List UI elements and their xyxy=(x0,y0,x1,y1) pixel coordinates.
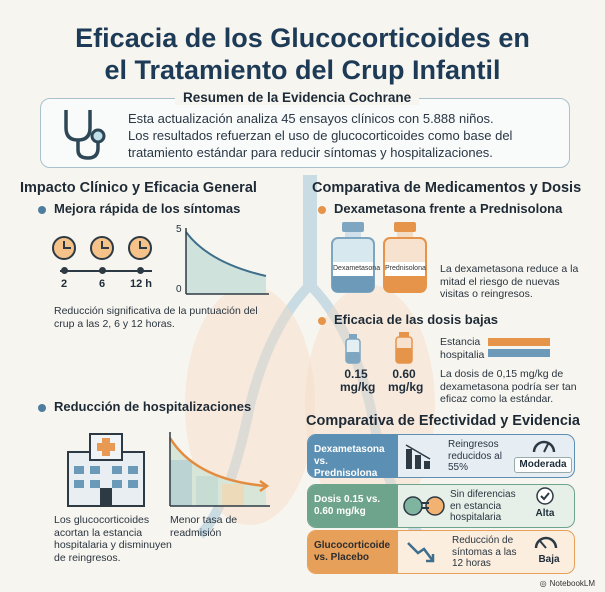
dose-large-label xyxy=(388,367,424,394)
summary-line: tratamiento estándar para reducir síntomas y hospitalizaciones. xyxy=(128,145,493,160)
dexamethasone-bottle-icon xyxy=(330,222,376,294)
axis-label-top: 5 xyxy=(176,224,182,235)
tick-label: 6 xyxy=(99,278,106,290)
text-line: 12 horas xyxy=(452,558,491,569)
summary-heading: Resumen de la Evidencia Cochrane xyxy=(175,90,419,105)
text-line: reducidos al xyxy=(448,450,502,462)
text-line: en estancia xyxy=(450,500,502,512)
dexa-title: Dexametasona frente a Prednisolona xyxy=(334,201,563,216)
label-line: Dexametasona xyxy=(314,444,385,455)
evidence-row xyxy=(307,434,575,478)
text-line: Los glucocorticoides xyxy=(54,514,150,526)
evidence-title: Comparativa de Efectividad y Evidencia xyxy=(306,413,580,429)
gauge-icon xyxy=(532,438,556,454)
evidence-row xyxy=(307,484,575,528)
text-line: Estancia xyxy=(440,336,481,348)
stay-bar-blue xyxy=(488,349,550,357)
footer-brand xyxy=(540,579,595,588)
bottle-label-dexamethasone: Dexametasona xyxy=(333,262,373,276)
clock-icon xyxy=(52,236,76,260)
text-line: La dosis de 0,15 mg/kg de xyxy=(440,368,564,380)
trend-down-icon xyxy=(406,539,436,567)
bullet-dot xyxy=(318,206,326,214)
label-line: vs. Prednisolona xyxy=(314,456,378,479)
label-line: Dosis 0.15 vs. xyxy=(314,494,381,505)
stay-bar-orange xyxy=(488,338,550,346)
timeline-dot xyxy=(61,267,68,274)
text-line: Menor tasa de xyxy=(170,514,238,526)
bullet-dot xyxy=(38,404,46,412)
section-title-clinical-impact: Impacto Clínico y Eficacia General xyxy=(20,180,257,196)
symptom-decline-chart xyxy=(184,228,269,296)
dose-unit: mg/kg xyxy=(388,380,424,394)
gauge-icon xyxy=(534,534,558,550)
summary-text xyxy=(128,110,558,161)
summary-line: Esta actualización analiza 45 ensayos clínicos con 5.888 niños. xyxy=(128,111,494,126)
text-line: mitad el riesgo de nuevas xyxy=(440,275,560,288)
stethoscope-icon xyxy=(58,106,106,162)
bullet-dot xyxy=(318,317,326,325)
evidence-row-text xyxy=(448,439,523,474)
clock-icon xyxy=(128,236,152,260)
tick-label: 12 h xyxy=(130,278,153,290)
tick-label: 2 xyxy=(61,278,68,290)
evidence-row xyxy=(307,530,575,574)
text-line: hospitalaria xyxy=(450,512,502,523)
hospital-icon xyxy=(60,430,152,508)
text-line: 55% xyxy=(448,462,469,473)
clock-icon xyxy=(90,236,114,260)
dexa-text xyxy=(440,263,580,301)
readmission-decline-chart xyxy=(166,430,271,508)
text-line: dexametasona podría ser tan xyxy=(440,380,577,393)
text-line: La dexametasona reduce a la xyxy=(440,263,579,275)
dose-small-label xyxy=(340,367,376,394)
readmission-text xyxy=(170,514,260,539)
evidence-badge: Alta xyxy=(535,508,555,519)
timeline-dot xyxy=(99,267,106,274)
vial-small-icon xyxy=(344,334,362,364)
dose-text xyxy=(440,368,580,406)
evidence-row-label xyxy=(308,485,398,527)
evidence-badge: Baja xyxy=(538,554,560,565)
text-line: Reducción de xyxy=(452,535,514,546)
text-line: crup a las 2, 6 y 12 horas. xyxy=(54,317,175,330)
evidence-row-label xyxy=(308,531,398,573)
dose-title: Eficacia de las dosis bajas xyxy=(334,312,499,327)
text-line: readmisión xyxy=(170,526,222,539)
page-title-line2: el Tratamiento del Crup Infantil xyxy=(104,55,501,85)
text-line: Sin diferencias xyxy=(450,489,516,500)
text-line: hospitalia xyxy=(440,348,485,361)
text-line: síntomas a las xyxy=(452,546,517,558)
label-line: 0.60 mg/kg xyxy=(314,506,366,517)
axis-label-bottom: 0 xyxy=(176,284,182,295)
timeline-dot xyxy=(137,267,144,274)
hospitalization-text xyxy=(54,514,184,564)
page-title-line1: Eficacia de los Glucocorticoides en xyxy=(75,23,530,53)
symptoms-title: Mejora rápida de los síntomas xyxy=(54,201,241,216)
notebook-logo-icon: ◎ xyxy=(539,579,547,588)
evidence-row-label xyxy=(308,435,398,477)
page-title xyxy=(0,22,605,86)
label-line: Glucocorticoide xyxy=(314,540,391,551)
text-line: Reingresos xyxy=(448,439,499,450)
check-circle-icon xyxy=(536,487,554,505)
dose-value: 0.60 xyxy=(392,367,416,381)
bullet-dot xyxy=(38,206,46,214)
hospitalization-title: Reducción de hospitalizaciones xyxy=(54,399,252,414)
dose-unit: mg/kg xyxy=(340,380,376,394)
equals-icon xyxy=(402,495,448,517)
vial-large-icon xyxy=(394,332,414,364)
summary-line: Los resultados refuerzan el uso de glucocorticoides como base del xyxy=(128,128,513,143)
label-line: vs. Placebo xyxy=(314,552,370,563)
prednisolone-bottle-icon xyxy=(382,222,428,294)
bottle-label-prednisolone: Prednisolona xyxy=(385,262,425,276)
text-line: eficaz como la estándar. xyxy=(440,393,554,405)
text-line: acortan la estancia xyxy=(54,526,143,539)
text-line: hospitalaria y disminuyen xyxy=(54,539,172,551)
text-line: de reingresos. xyxy=(54,551,121,564)
text-line: visitas o reingresos. xyxy=(440,288,533,300)
section-title-comparison: Comparativa de Medicamentos y Dosis xyxy=(312,180,582,196)
bar-chart-down-icon xyxy=(404,443,434,471)
evidence-badge: Moderada xyxy=(514,457,572,473)
brand-label: NotebookLM xyxy=(549,579,595,588)
text-line: Reducción significativa de la puntuación del xyxy=(54,305,258,317)
symptoms-text xyxy=(54,305,274,330)
dose-value: 0.15 xyxy=(344,367,368,381)
